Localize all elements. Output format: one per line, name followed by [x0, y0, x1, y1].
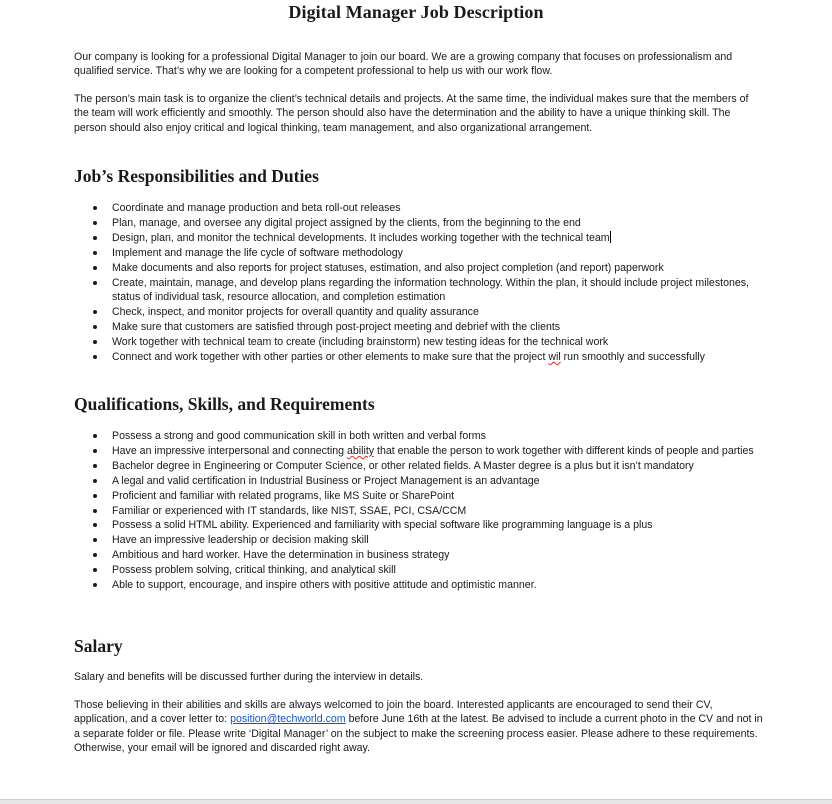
bullet-icon [93, 449, 97, 453]
list-item [74, 305, 754, 320]
bullet-icon [93, 464, 97, 468]
list-item-text: Work together with technical team to create (including brainstorm) new testing ideas for the technical work [112, 336, 609, 349]
bullet-icon [93, 509, 97, 513]
list-item [74, 578, 754, 593]
bullet-icon [93, 325, 97, 329]
list-item [74, 548, 754, 563]
bullet-icon [93, 236, 97, 240]
salary-heading: Salary [74, 636, 123, 656]
responsibilities-list [74, 201, 754, 365]
list-item-text: Create, maintain, manage, and develop plans regarding the information technology. Within the plan, it should include project milestones, status of individual task, resource allocation, and completion estimation [112, 276, 749, 304]
list-item-text: Possess a strong and good communication skill in both written and verbal forms [112, 430, 486, 442]
list-item [74, 350, 754, 365]
bullet-icon [93, 221, 97, 225]
responsibilities-heading: Job’s Responsibilities and Duties [74, 166, 319, 186]
list-item [74, 335, 754, 350]
bullet-icon [93, 251, 97, 255]
list-item [74, 459, 754, 474]
bullet-icon [93, 553, 97, 557]
list-item [74, 518, 754, 533]
bullet-icon [93, 538, 97, 542]
list-item-text: Connect and work together with other parties or other elements to make sure that the project [112, 351, 549, 364]
bullet-icon [93, 310, 97, 314]
list-item-text: Plan, manage, and oversee any digital project assigned by the clients, from the beginning to the end [112, 216, 581, 229]
list-item-text: A legal and valid certification in Industrial Business or Project Management is an advantage [112, 474, 540, 487]
list-item-text: Able to support, encourage, and inspire others with positive attitude and optimistic manner. [112, 579, 537, 592]
list-item-text: Proficient and familiar with related programs, like MS Suite or SharePoint [112, 489, 455, 502]
page-bottom-edge [0, 799, 832, 804]
list-item [74, 563, 754, 578]
list-item-text: Coordinate and manage production and beta roll-out releases [112, 202, 401, 214]
list-item-text: Possess problem solving, critical thinking, and analytical skill [112, 564, 396, 577]
list-item [74, 216, 754, 231]
list-item [74, 444, 754, 459]
list-item [74, 429, 754, 444]
salary-paragraph-2 [74, 698, 764, 756]
list-item [74, 533, 754, 548]
list-item [74, 489, 754, 504]
list-item-text: Have an impressive leadership or decision making skill [112, 534, 369, 547]
list-item-text: Ambitious and hard worker. Have the determination in business strategy [112, 549, 450, 562]
list-item-text: run smoothly and successfully [560, 351, 705, 364]
list-item [74, 320, 754, 335]
document-title: Digital Manager Job Description [288, 2, 544, 22]
list-item-text: Implement and manage the life cycle of software methodology [112, 246, 403, 259]
list-item [74, 474, 754, 489]
bullet-icon [93, 494, 97, 498]
list-item [74, 276, 754, 306]
qualifications-heading: Qualifications, Skills, and Requirements [74, 394, 375, 414]
list-item-text: Make documents and also reports for project statuses, estimation, and also project completion (and report) paperwork [112, 261, 664, 274]
list-item-text: Check, inspect, and monitor projects for overall quantity and quality assurance [112, 306, 479, 319]
bullet-icon [93, 523, 97, 527]
email-link[interactable]: position@techworld.com [230, 713, 346, 726]
list-item [74, 261, 754, 276]
salary-paragraph-1: Salary and benefits will be discussed further during the interview in details. [74, 671, 424, 683]
bullet-icon [93, 355, 97, 359]
list-item-text: Possess a solid HTML ability. Experienced and familiarity with special software like programming language is a plus [112, 519, 653, 532]
bullet-icon [93, 434, 97, 438]
bullet-icon [93, 206, 97, 210]
list-item [74, 246, 754, 261]
intro-paragraph-1: Our company is looking for a professional Digital Manager to join our board. We are a growing company that focuses on professionalism and qualified service. That’s why we are looking for a competent professional to help us with our work flow. [74, 51, 733, 78]
list-item [74, 504, 754, 519]
list-item-text: Design, plan, and monitor the technical developments. It includes working together with the technical team [112, 231, 610, 244]
salary-paragraph-text: Those believing in their abilities and skills are always welcomed to join the board. Interested applicants are encouraged to send their CV, application, and a cover letter to: [74, 699, 713, 726]
bullet-icon [93, 583, 97, 587]
list-item-text: Have an impressive interpersonal and connecting [112, 444, 347, 457]
qualifications-list [74, 429, 754, 593]
list-item [74, 201, 754, 216]
bullet-icon [93, 266, 97, 270]
list-item-text: that enable the person to work together with different kinds of people and parties [374, 444, 754, 457]
bullet-icon [93, 568, 97, 572]
list-item-text: Familiar or experienced with IT standards, like NIST, SSAE, PCI, CSA/CCM [112, 504, 467, 517]
intro-paragraph-2: The person’s main task is to organize the client’s technical details and projects. At the same time, the individual makes sure that the members of the team will work efficiently and smoothly. The person should also have the determination and the ability to have a unique thinking skill. The person should also enjoy critical and logical thinking, team management, and also organizational arrangement. [74, 93, 749, 134]
bullet-icon [93, 281, 97, 285]
text-cursor [610, 231, 611, 243]
bullet-icon [93, 340, 97, 344]
list-item [74, 231, 754, 246]
bullet-icon [93, 479, 97, 483]
misspelled-word[interactable]: ability [346, 444, 375, 457]
list-item-text: Make sure that customers are satisfied through post-project meeting and debrief with the clients [112, 321, 561, 334]
list-item-text: Bachelor degree in Engineering or Computer Science, or other related fields. A Master degree is a plus but it isn’t mandatory [112, 459, 694, 472]
salary-paragraph-text: before June 16th at the latest. Be advised to include a current photo in the CV and not in a separate folder or file. Please write ‘Digital Manager’ on the subject to make the screening process easier. Please adhere to these requirements. Otherwise, your email will be ignored and discarded right away. [74, 713, 763, 755]
misspelled-word[interactable]: wil [548, 351, 561, 364]
